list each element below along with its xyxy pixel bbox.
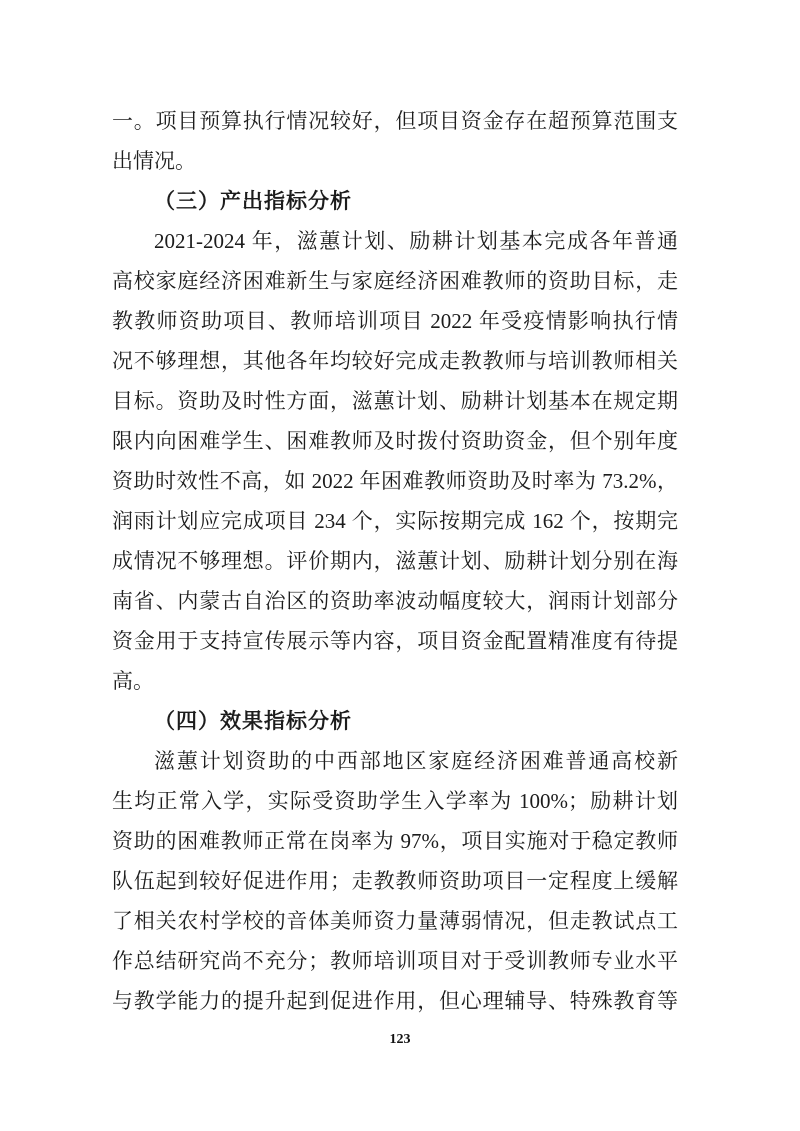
text-line: 出情况。: [112, 149, 196, 173]
text-line: 高。: [112, 669, 154, 693]
text-line: 润雨计划应完成项目 234 个，实际按期完成 162 个，按期完: [112, 509, 678, 533]
text-line: 资金用于支持宣传展示等内容，项目资金配置精准度有待提: [112, 629, 678, 653]
text-line: 生均正常入学，实际受资助学生入学率为 100%；励耕计划: [112, 789, 678, 813]
text-line: 了相关农村学校的音体美师资力量薄弱情况，但走教试点工: [112, 909, 678, 933]
text-line: 资助的困难教师正常在岗率为 97%，项目实施对于稳定教师: [112, 829, 678, 853]
text-line: 资助时效性不高，如 2022 年困难教师资助及时率为 73.2%，: [112, 469, 678, 493]
text-line: 南省、内蒙古自治区的资助率波动幅度较大，润雨计划部分: [112, 589, 678, 613]
page-footer: [0, 1030, 800, 1048]
section-heading: （四）效果指标分析: [154, 709, 352, 733]
text-line: 一。项目预算执行情况较好，但项目资金存在超预算范围支: [112, 109, 678, 133]
document-body: [112, 101, 678, 1021]
text-line: 队伍起到较好促进作用；走教教师资助项目一定程度上缓解: [112, 869, 678, 893]
text-line: 作总结研究尚不充分；教师培训项目对于受训教师专业水平: [112, 949, 678, 973]
text-line: 成情况不够理想。评价期内，滋蕙计划、励耕计划分别在海: [112, 549, 678, 573]
text-line: 2021-2024 年，滋蕙计划、励耕计划基本完成各年普通: [154, 229, 678, 253]
text-line: 滋蕙计划资助的中西部地区家庭经济困难普通高校新: [154, 749, 678, 773]
text-line: 限内向困难学生、困难教师及时拨付资助资金，但个别年度: [112, 429, 678, 453]
text-line: 教教师资助项目、教师培训项目 2022 年受疫情影响执行情: [112, 309, 678, 333]
page-number: 123: [389, 1032, 411, 1047]
text-line: 与教学能力的提升起到促进作用，但心理辅导、特殊教育等: [112, 989, 678, 1013]
text-line: 高校家庭经济困难新生与家庭经济困难教师的资助目标，走: [112, 269, 678, 293]
section-heading: （三）产出指标分析: [154, 189, 352, 213]
text-line: 况不够理想，其他各年均较好完成走教教师与培训教师相关: [112, 349, 678, 373]
text-line: 目标。资助及时性方面，滋蕙计划、励耕计划基本在规定期: [112, 389, 678, 413]
